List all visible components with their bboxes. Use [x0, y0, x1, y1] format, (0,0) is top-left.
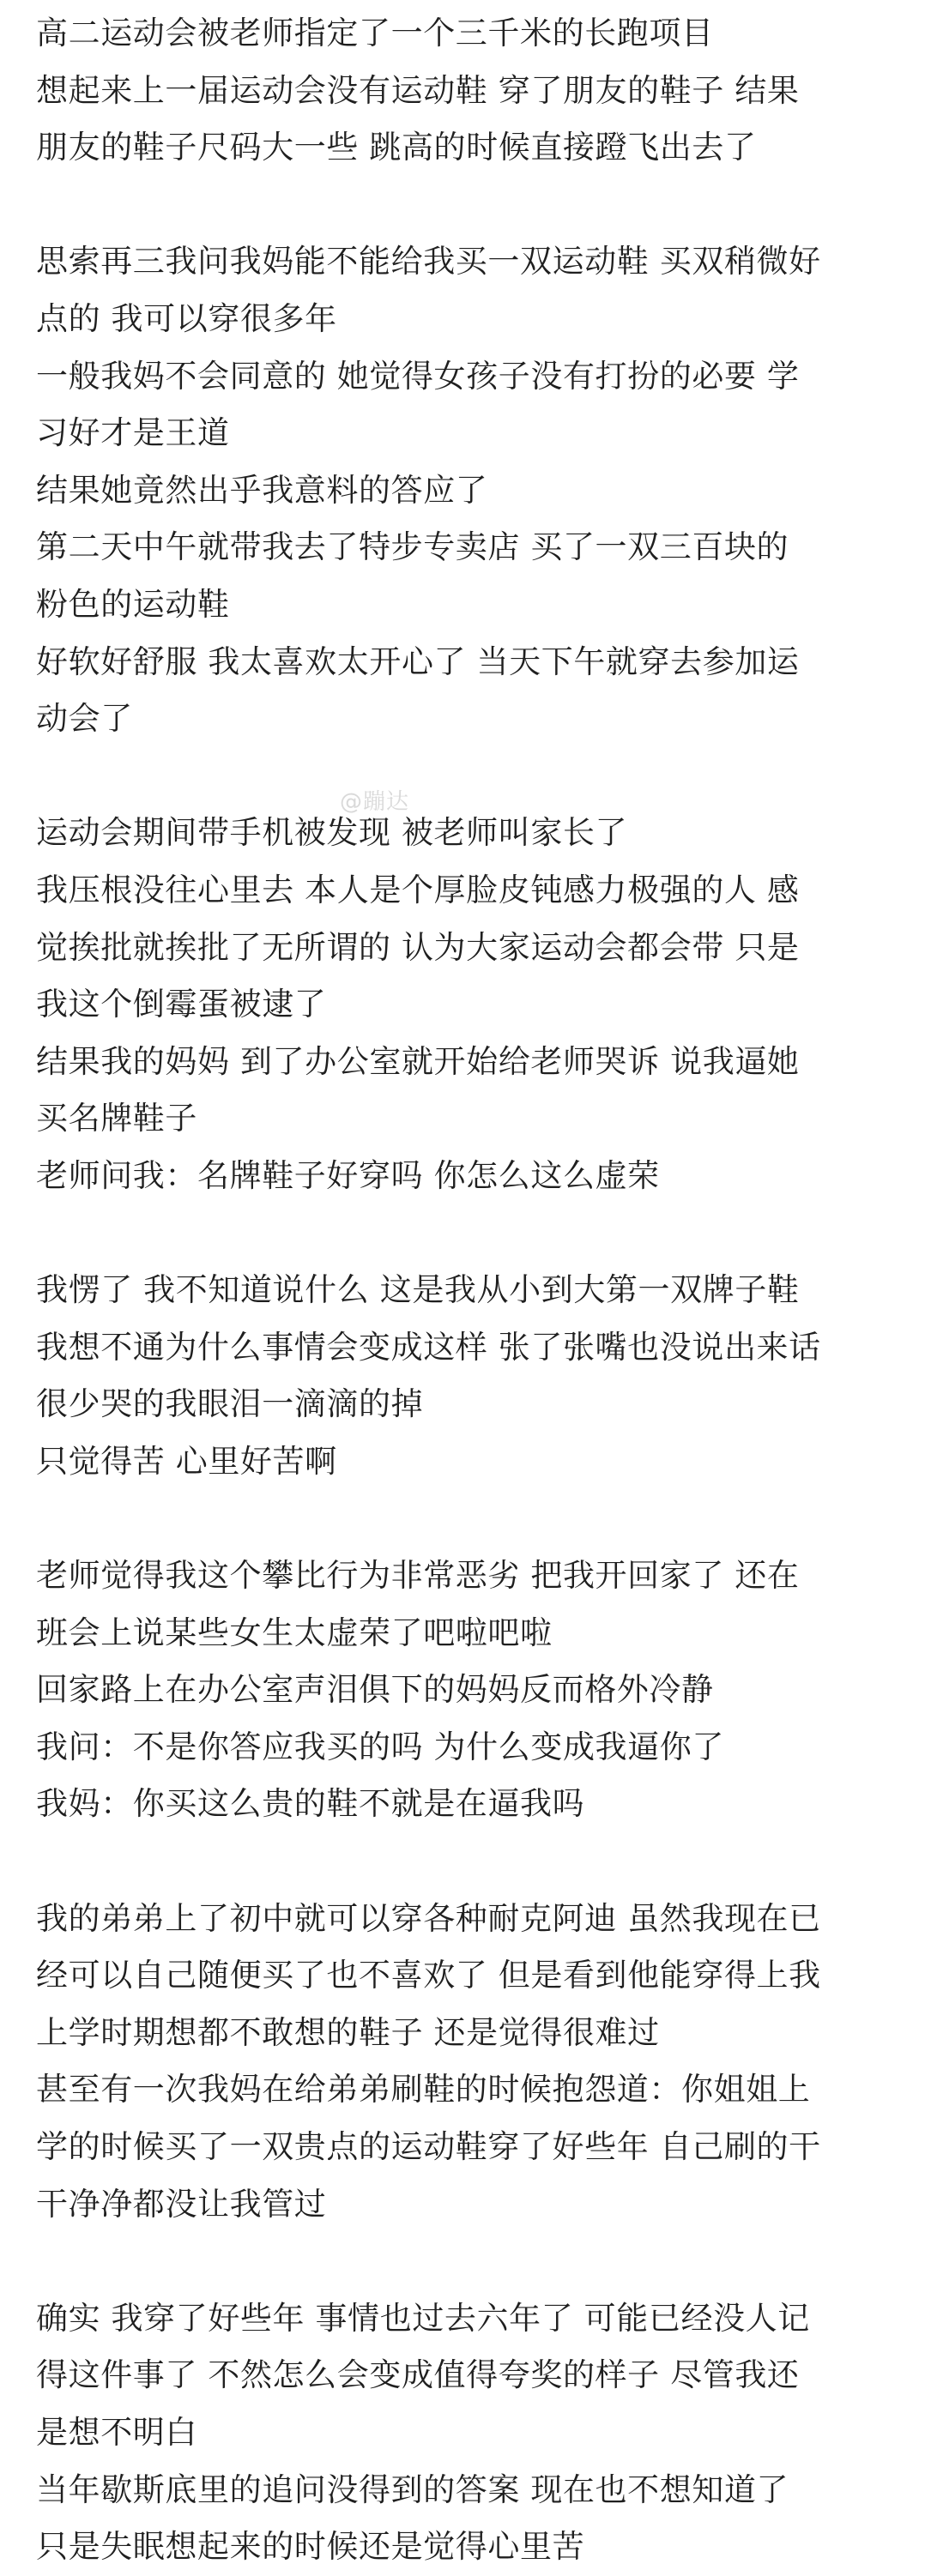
paragraph: [36, 233, 903, 747]
text-line: 班会上说某些女生太虚荣了吧啦吧啦: [36, 1614, 553, 1651]
text-line: 很少哭的我眼泪一滴滴的掉: [36, 1385, 424, 1423]
text-line: 结果我的妈妈 到了办公室就开始给老师哭诉 说我逼她: [36, 1042, 800, 1080]
paragraph: [36, 2290, 903, 2576]
text-line: 干净净都没让我管过: [36, 2185, 327, 2223]
paragraph: [36, 5, 903, 177]
text-line: 经可以自己随便买了也不喜欢了 但是看到他能穿得上我: [36, 1957, 821, 1994]
text-line: 我愣了 我不知道说什么 这是我从小到大第一双牌子鞋: [36, 1271, 800, 1309]
text-line: 老师觉得我这个攀比行为非常恶劣 把我开回家了 还在: [36, 1557, 800, 1595]
text-line: 是想不明白: [36, 2413, 197, 2451]
text-line: 我问：不是你答应我买的吗 为什么变成我逼你了: [36, 1728, 724, 1765]
text-line: 好软好舒服 我太喜欢太开心了 当天下午就穿去参加运: [36, 642, 800, 680]
text-line: 一般我妈不会同意的 她觉得女孩子没有打扮的必要 学: [36, 357, 800, 395]
text-line: 买名牌鞋子: [36, 1100, 197, 1137]
text-line: 得这件事了 不然怎么会变成值得夸奖的样子 尽管我还: [36, 2356, 800, 2394]
text-line: 想起来上一届运动会没有运动鞋 穿了朋友的鞋子 结果: [36, 71, 800, 109]
text-line: 学的时候买了一双贵点的运动鞋穿了好些年 自己刷的干: [36, 2127, 821, 2165]
text-line: 当年歇斯底里的追问没得到的答案 现在也不想知道了: [36, 2470, 789, 2508]
text-line: 点的 我可以穿很多年: [36, 299, 337, 337]
text-line: 第二天中午就带我去了特步专卖店 买了一双三百块的: [36, 528, 789, 566]
text-line: 朋友的鞋子尺码大一些 跳高的时候直接蹬飞出去了: [36, 129, 757, 166]
text-line: 确实 我穿了好些年 事情也过去六年了 可能已经没人记: [36, 2299, 810, 2337]
watermark-text: @蹦达: [340, 789, 410, 815]
text-line: 老师问我：名牌鞋子好穿吗 你怎么这么虚荣: [36, 1156, 660, 1194]
text-line: 我想不通为什么事情会变成这样 张了张嘴也没说出来话: [36, 1328, 821, 1366]
text-line: 只是失眠想起来的时候还是觉得心里苦: [36, 2528, 585, 2566]
text-line: 甚至有一次我妈在给弟弟刷鞋的时候抱怨道：你姐姐上: [36, 2071, 811, 2108]
text-line: 结果她竟然出乎我意料的答应了: [36, 471, 488, 509]
text-line: 回家路上在办公室声泪俱下的妈妈反而格外冷静: [36, 1671, 714, 1709]
paragraph: [36, 1891, 903, 2234]
text-line: 我这个倒霉蛋被逮了: [36, 986, 327, 1023]
text-line: 我压根没往心里去 本人是个厚脸皮钝感力极强的人 感: [36, 871, 800, 908]
text-line: 觉挨批就挨批了无所谓的 认为大家运动会都会带 只是: [36, 928, 800, 966]
text-line: 我妈：你买这么贵的鞋不就是在逼我吗: [36, 1785, 585, 1823]
text-line: 思索再三我问我妈能不能给我买一双运动鞋 买双稍微好: [36, 243, 821, 281]
text-line: 高二运动会被老师指定了一个三千米的长跑项目: [36, 15, 714, 51]
paragraph: [36, 1262, 903, 1490]
paragraph: [36, 1547, 903, 1833]
paragraph: [36, 805, 903, 1204]
text-line: 动会了: [36, 700, 133, 738]
post-text: [36, 5, 903, 2576]
text-line: 我的弟弟上了初中就可以穿各种耐克阿迪 虽然我现在已: [36, 1899, 821, 1937]
text-line: 习好才是王道: [36, 414, 230, 452]
text-line: 运动会期间带手机被发现 被老师叫家长了: [36, 814, 628, 852]
text-line: 只觉得苦 心里好苦啊: [36, 1442, 337, 1480]
text-line: 上学时期想都不敢想的鞋子 还是觉得很难过: [36, 2013, 660, 2051]
text-line: 粉色的运动鞋: [36, 585, 230, 623]
